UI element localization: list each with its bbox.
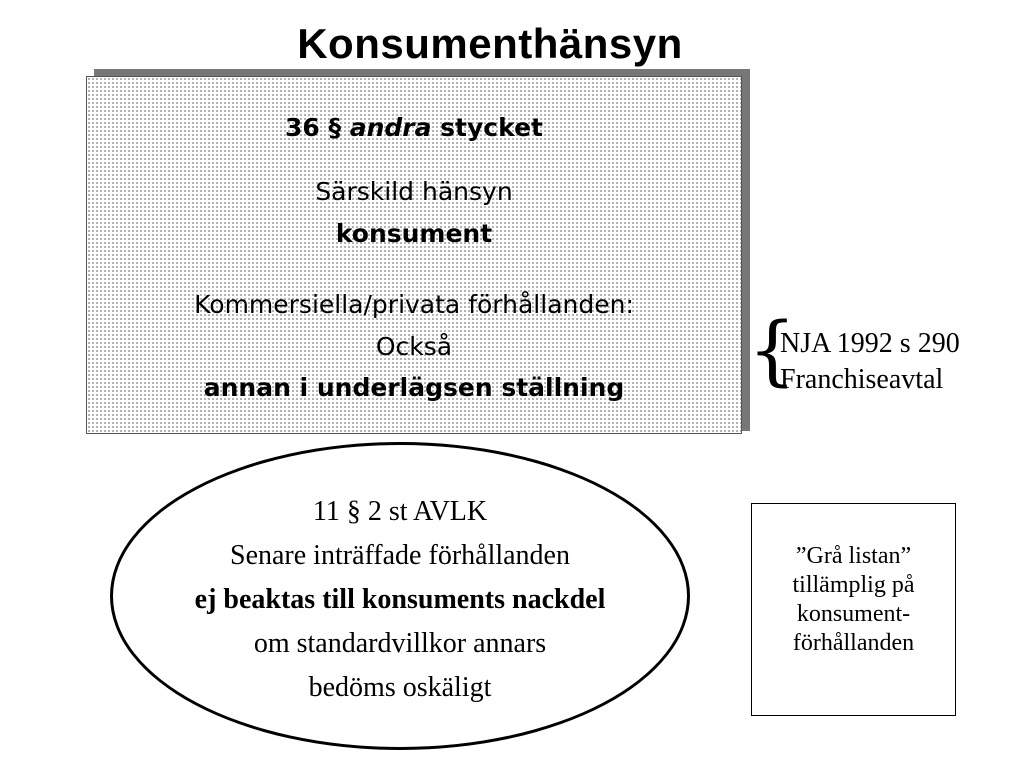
box-heading-pre: 36 § — [285, 113, 350, 142]
ellipse-line-3: ej beaktas till konsuments nackdel — [194, 584, 606, 615]
ellipse-text — [110, 490, 690, 710]
box-line-3: Kommersiella/privata förhållanden: — [194, 290, 634, 319]
curly-brace: { — [748, 305, 797, 394]
grey-list-line-3: konsument- — [796, 601, 911, 627]
grey-list-line-4: förhållanden — [792, 630, 915, 656]
page-title: Konsumenthänsyn — [297, 20, 683, 67]
main-text-box — [86, 76, 742, 434]
box-line-5: annan i underlägsen ställning — [203, 373, 625, 402]
ellipse-line-2: Senare inträffade förhållanden — [230, 540, 570, 571]
box-line-1: Särskild hänsyn — [315, 177, 513, 206]
box-line-2: konsument — [335, 219, 493, 248]
reference-text — [780, 326, 960, 398]
box-heading-post: stycket — [431, 113, 543, 142]
box-heading — [87, 113, 741, 142]
grey-list-line-1: ”Grå listan” — [795, 543, 912, 569]
reference-line-2: Franchiseavtal — [780, 364, 944, 395]
box-line-4: Också — [375, 332, 453, 361]
box-heading-italic: andra — [349, 113, 432, 142]
ellipse-line-1: 11 § 2 st AVLK — [312, 496, 488, 527]
ellipse-line-5: bedöms oskäligt — [308, 672, 492, 703]
grey-list-box — [751, 503, 956, 716]
grey-list-line-2: tillämplig på — [792, 572, 915, 598]
ellipse-line-4: om standardvillkor annars — [253, 628, 547, 659]
reference-line-1: NJA 1992 s 290 — [780, 328, 960, 359]
